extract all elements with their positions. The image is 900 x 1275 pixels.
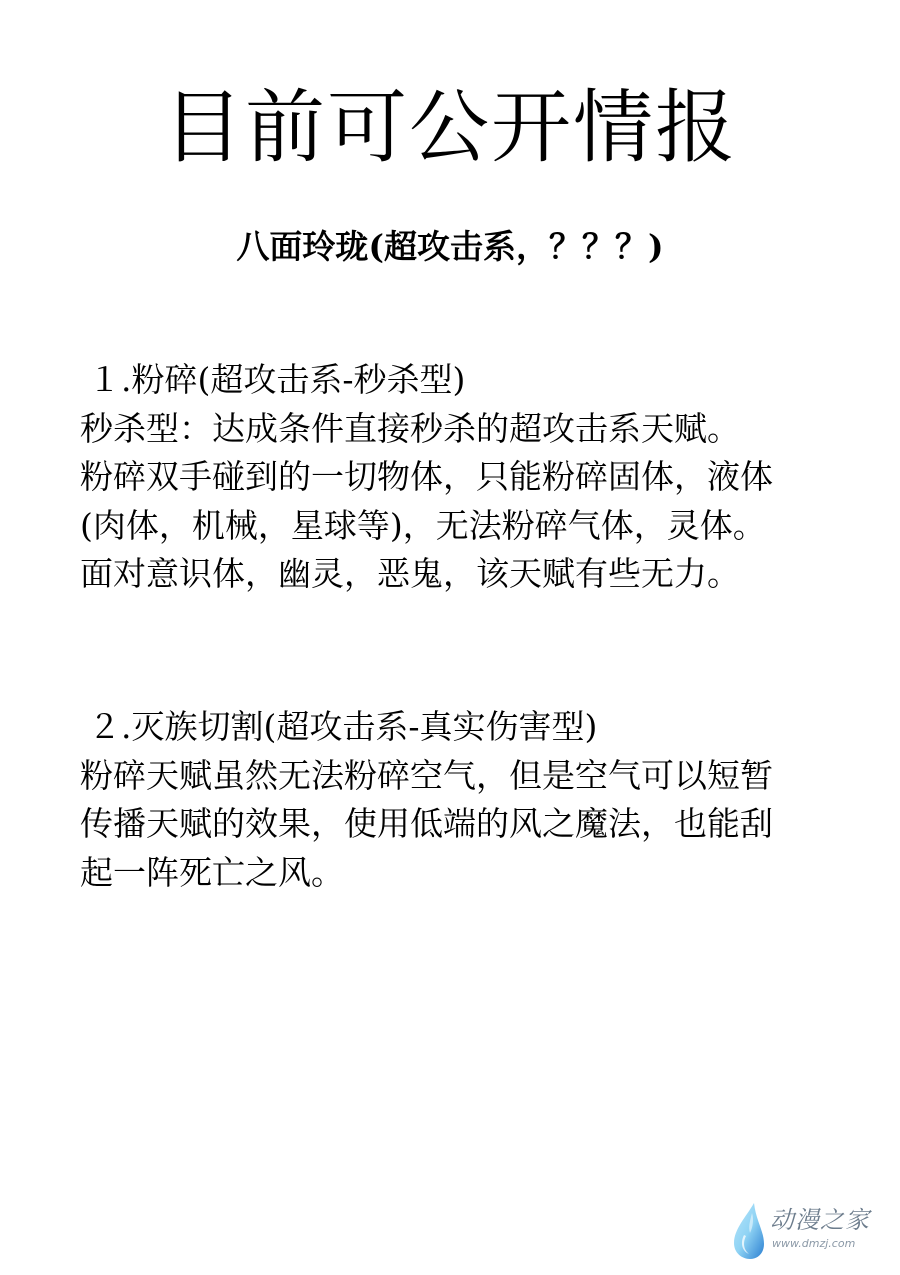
section-heading: ２.灭族切割(超攻击系-真实伤害型) [88,707,598,746]
watermark-url: www.dmzj.com [772,1237,856,1250]
section-heading: １.粉碎(超攻击系-秒杀型) [88,360,466,399]
talent-section-2 [80,703,880,897]
body-line: 面对意识体，幽灵，恶鬼，该天赋有些无力。 [80,554,740,593]
body-line: 粉碎双手碰到的一切物体，只能粉碎固体，液体 [80,457,773,496]
talent-section-1 [80,356,880,599]
body-line: 粉碎天赋虽然无法粉碎空气，但是空气可以短暂 [80,755,773,795]
body-line: 起一阵死亡之风。 [80,852,344,892]
watermark-name: 动漫之家 [770,1206,870,1234]
page-subtitle: 八面玲珑(超攻击系，？？？) [236,227,664,266]
body-line: (肉体，机械，星球等)，无法粉碎气体，灵体。 [80,505,766,545]
body-line: 传播天赋的效果，使用低端的风之魔法，也能刮 [80,804,773,843]
body-line: 秒杀型：达成条件直接秒杀的超攻击系天赋。 [80,408,740,448]
site-watermark [728,1199,888,1261]
page-title: 目前可公开情报 [163,81,737,174]
water-drop-logo-icon [728,1199,768,1261]
